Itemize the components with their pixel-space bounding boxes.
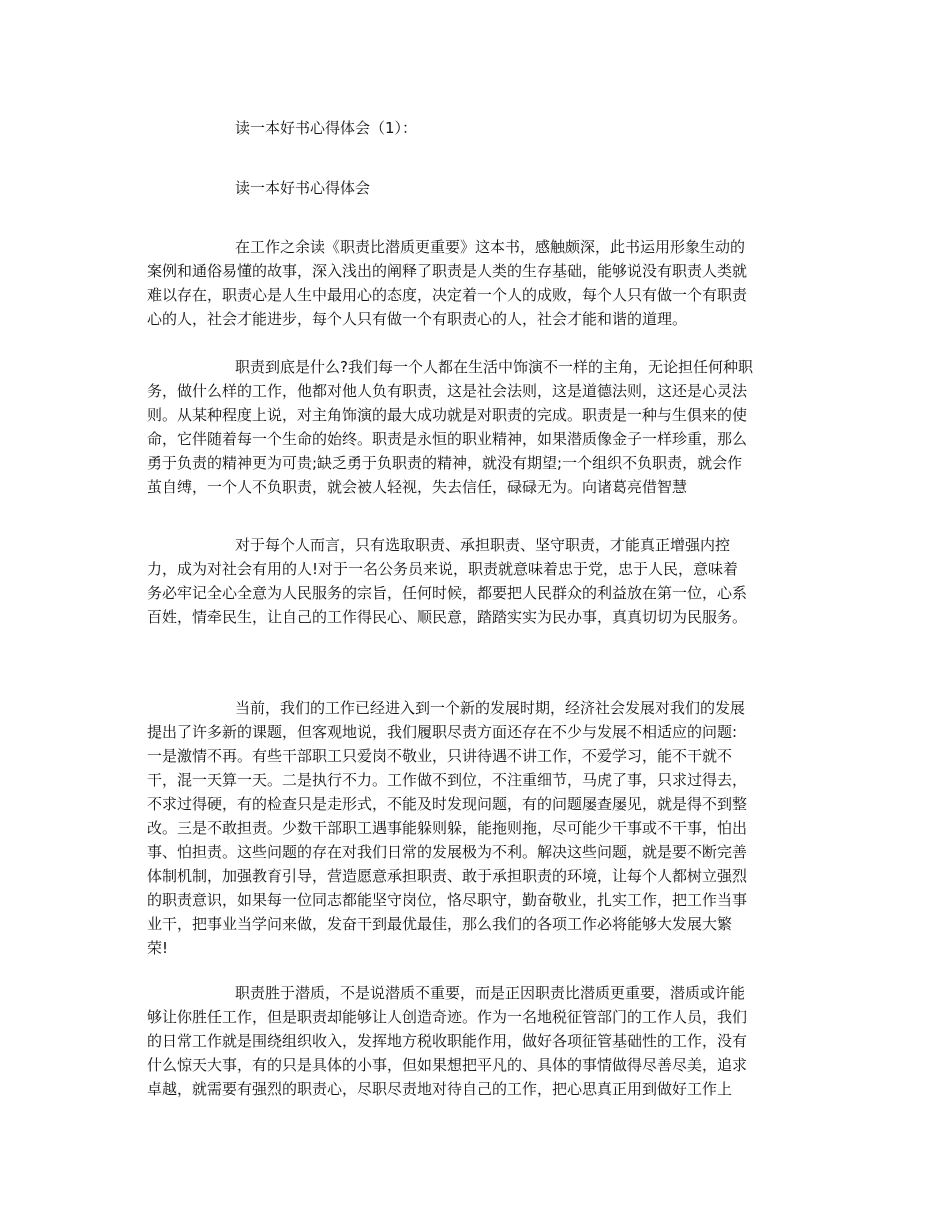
paragraph-line: 案例和通俗易懂的故事，深入浅出的阐释了职责是人类的生存基础，能够说没有职责人类就	[147, 262, 748, 280]
paragraph-line: 对于每个人而言，只有选取职责、承担职责、坚守职责，才能真正增强内控	[235, 536, 731, 554]
paragraph-line: 茧自缚，一个人不负职责，就会被人轻视，失去信任，碌碌无为。向诸葛亮借智慧	[147, 478, 688, 496]
paragraph-line: 够让你胜任工作，但是职责却能够让人创造奇迹。作为一名地税征管部门的工作人员，我们	[147, 1008, 748, 1026]
paragraph-line: 在工作之余读《职责比潜质更重要》这本书，感触颇深，此书运用形象生动的	[235, 238, 746, 256]
paragraph-line: 务，做什么样的工作，他都对他人负有职责，这是社会法则，这是道德法则，这还是心灵法	[147, 382, 748, 400]
paragraph-line: 不求过得硬，有的检查只是走形式，不能及时发现问题，有的问题屡查屡见，就是得不到整	[147, 795, 748, 813]
paragraph-line: 业干，把事业当学问来做，发奋干到最优最佳，那么我们的各项工作必将能够大发展大繁	[147, 915, 733, 933]
paragraph-5	[147, 981, 803, 1101]
paragraph-line: 卓越，就需要有强烈的职责心，尽职尽责地对待自己的工作，把心思真正用到做好工作上	[147, 1080, 733, 1098]
paragraph-4	[147, 696, 803, 960]
paragraph-line: 提出了许多新的课题，但客观地说，我们履职尽责方面还存在不少与发展不相适应的问题:	[147, 723, 738, 741]
paragraph-line: 体制机制，加强教育引导，营造愿意承担职责、敢于承担职责的环境，让每个人都树立强烈	[147, 867, 748, 885]
paragraph-line: 荣!	[147, 939, 169, 957]
document-title: 读一本好书心得体会（1）：	[235, 119, 418, 137]
paragraph-line: 心的人，社会才能进步，每个人只有做一个有职责心的人，社会才能和谐的道理。	[147, 310, 688, 328]
paragraph-line: 则。从某种程度上说，对主角饰演的最大成功就是对职责的完成。职责是一种与生俱来的使	[147, 406, 748, 424]
paragraph-line: 一是激情不再。有些干部职工只爱岗不敬业，只讲待遇不讲工作，不爱学习，能不干就不	[147, 747, 733, 765]
paragraph-line: 职责到底是什么?我们每一个人都在生活中饰演不一样的主角，无论担任何种职	[235, 358, 753, 376]
paragraph-1	[147, 235, 803, 331]
paragraph-line: 的职责意识，如果每一位同志都能坚守岗位，恪尽职守，勤奋敬业，扎实工作，把工作当事	[147, 891, 748, 909]
paragraph-line: 职责胜于潜质，不是说潜质不重要，而是正因职责比潜质更重要，潜质或许能	[235, 984, 746, 1002]
paragraph-line: 百姓，情牵民生，让自己的工作得民心、顺民意，踏踏实实为民办事，真真切切为民服务。	[147, 608, 748, 626]
paragraph-line: 的日常工作就是围绕组织收入，发挥地方税收职能作用，做好各项征管基础性的工作，没有	[147, 1032, 748, 1050]
paragraph-line: 命，它伴随着每一个生命的始终。职责是永恒的职业精神，如果潜质像金子一样珍重，那么	[147, 430, 748, 448]
paragraph-line: 干，混一天算一天。二是执行不力。工作做不到位，不注重细节，马虎了事，只求过得去，	[147, 771, 748, 789]
paragraph-line: 事、怕担责。这些问题的存在对我们日常的发展极为不利。解决这些问题，就是要不断完善	[147, 843, 748, 861]
paragraph-line: 难以存在，职责心是人生中最用心的态度，决定着一个人的成败，每个人只有做一个有职责	[147, 286, 748, 304]
paragraph-2	[147, 355, 803, 499]
document-subtitle: 读一本好书心得体会	[235, 179, 371, 197]
paragraph-line: 改。三是不敢担责。少数干部职工遇事能躲则躲，能拖则拖，尽可能少干事或不干事，怕出	[147, 819, 748, 837]
paragraph-3	[147, 533, 803, 629]
paragraph-line: 什么惊天大事，有的只是具体的小事，但如果想把平凡的、具体的事情做得尽善尽美，追求	[147, 1056, 748, 1074]
paragraph-line: 力，成为对社会有用的人!对于一名公务员来说，职责就意味着忠于党，忠于人民，意味着	[147, 560, 739, 578]
paragraph-line: 当前，我们的工作已经进入到一个新的发展时期，经济社会发展对我们的发展	[235, 699, 746, 717]
paragraph-line: 勇于负责的精神更为可贵;缺乏勇于负职责的精神，就没有期望;一个组织不负职责，就会作	[147, 454, 743, 472]
paragraph-line: 务必牢记全心全意为人民服务的宗旨，任何时候，都要把人民群众的利益放在第一位，心系	[147, 584, 748, 602]
